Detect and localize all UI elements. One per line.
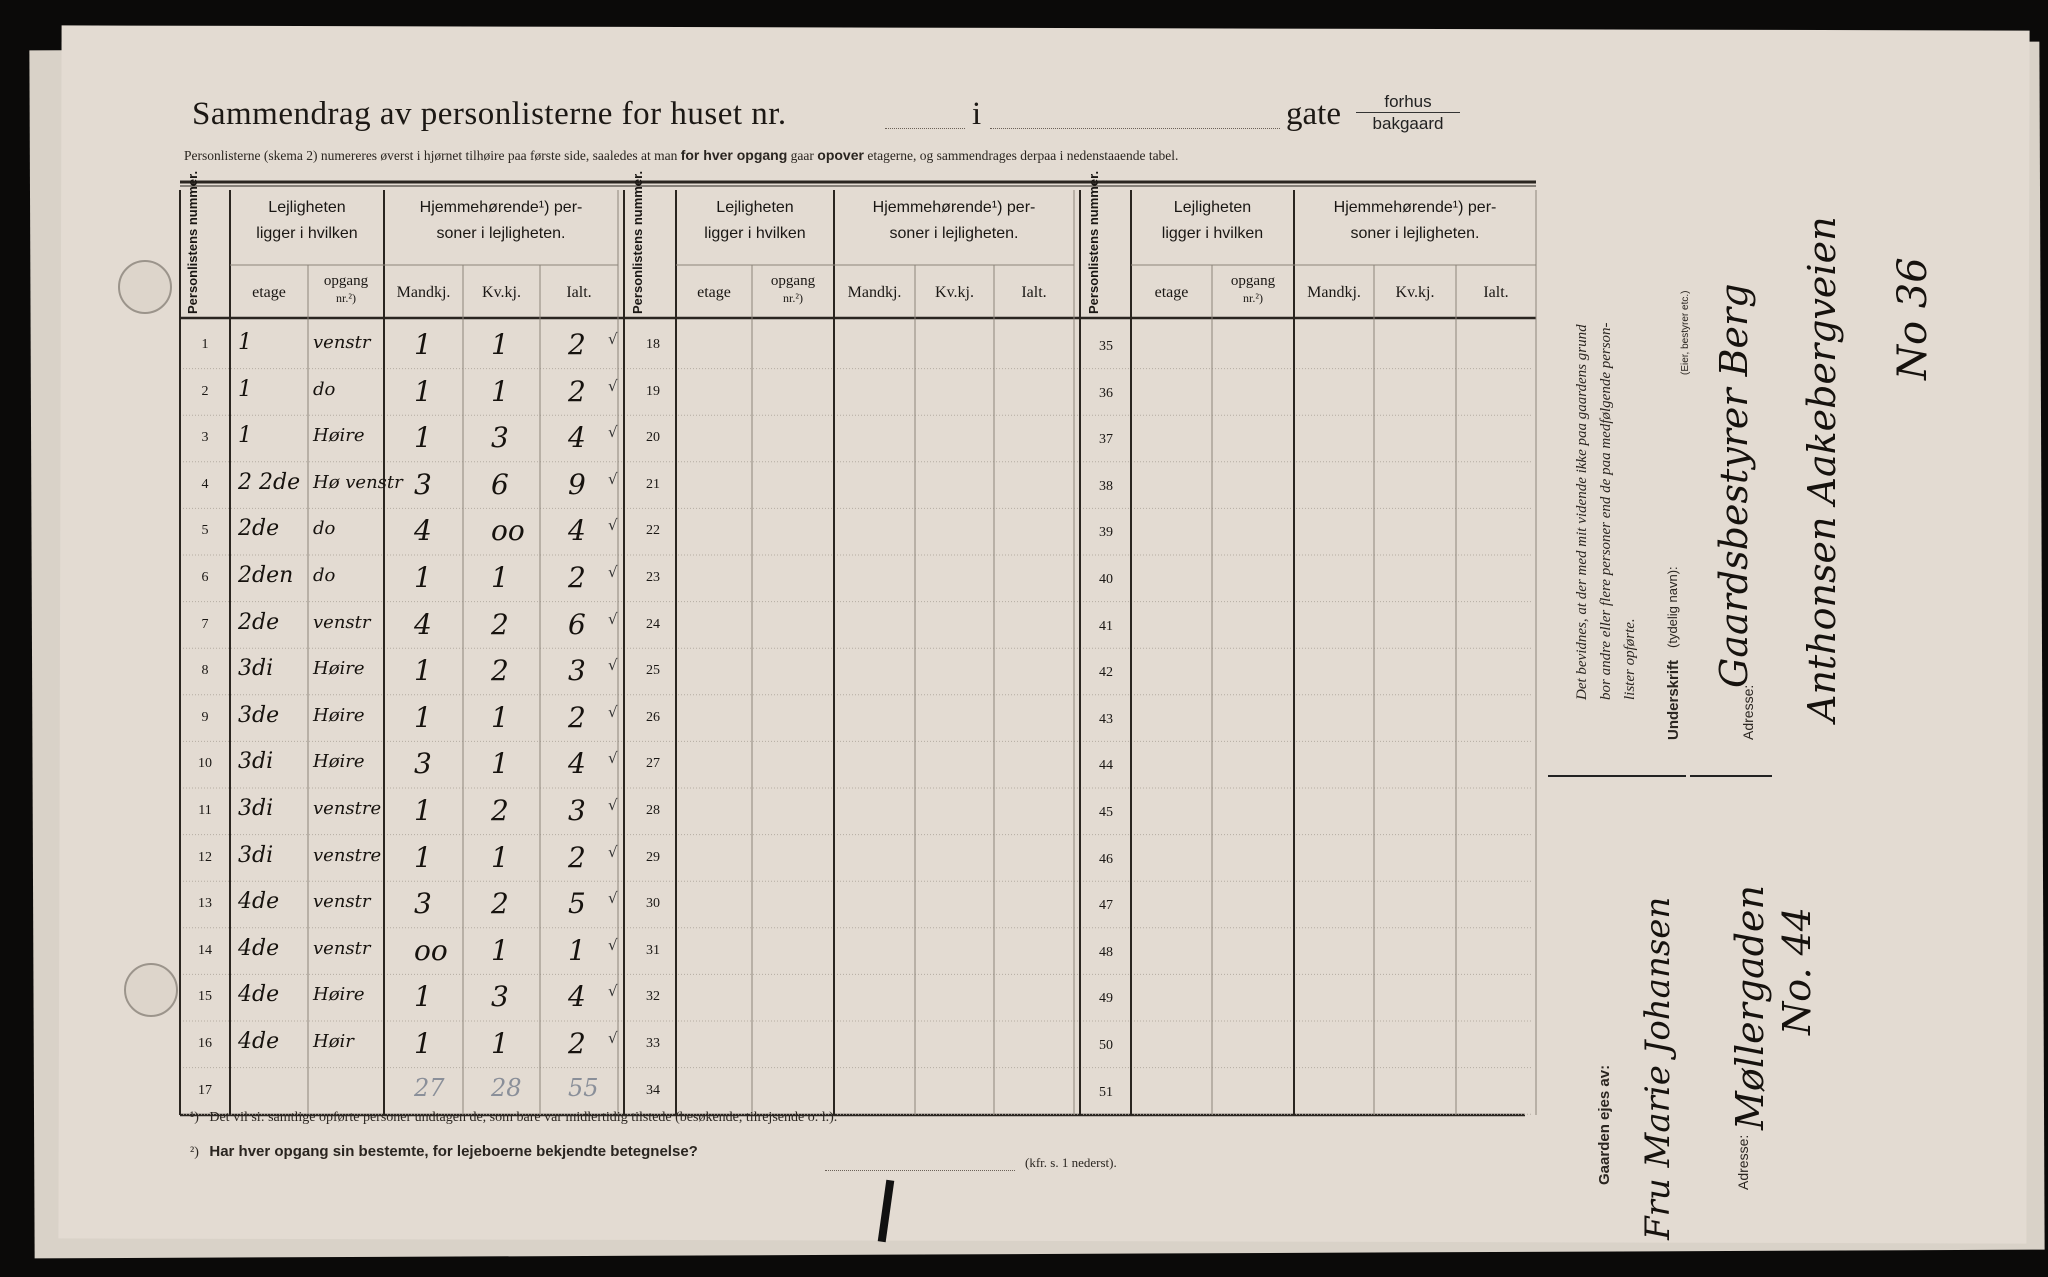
row-number-2: 20 (646, 430, 660, 446)
row-number-3: 36 (1099, 385, 1113, 401)
mandkj-header: Mandkj. (1307, 284, 1361, 301)
mandkj-value: 3 (414, 467, 432, 501)
sign-address-label: Adresse: (1740, 684, 1756, 740)
row-number-3: 39 (1099, 525, 1113, 541)
mandkj-value: 1 (414, 561, 432, 594)
hjemmehorende-header-l2: soner i lejligheten. (889, 225, 1019, 242)
signature-address: Anthonsen Aakebergveien (1800, 216, 1844, 722)
ialt-header: Ialt. (1483, 284, 1509, 301)
row-number-3: 35 (1099, 339, 1113, 354)
row-number-2: 34 (646, 1082, 660, 1098)
ialt-value: 4 (568, 421, 586, 455)
opgang-value: venstr (313, 937, 371, 959)
opgang-value: do (313, 565, 336, 586)
mandkj-value: 1 (414, 700, 432, 734)
opgang-nr-header: nr.²) (783, 291, 803, 305)
kvkj-header: Kv.kj. (1395, 284, 1435, 301)
row-number-2: 25 (646, 663, 660, 679)
etage-value: 4de (238, 1029, 280, 1054)
row-number-3: 47 (1099, 898, 1113, 914)
check-mark: √ (608, 609, 618, 628)
instruction-bold1: for hver opgang (680, 147, 788, 163)
ialt-header: Ialt. (1021, 284, 1047, 301)
opgang-value: Høire (313, 704, 365, 726)
row-number-2: 24 (646, 616, 660, 632)
mandkj-header: Mandkj. (396, 284, 451, 301)
row-number-1: 7 (201, 616, 209, 632)
check-mark: √ (608, 702, 618, 721)
check-mark: √ (608, 376, 618, 395)
etage-value: 2den (238, 563, 294, 588)
ialt-value: 2 (568, 840, 586, 874)
row-number-2: 19 (646, 383, 660, 399)
kvkj-value: oo (491, 514, 525, 548)
kvkj-value: 1 (491, 1027, 509, 1060)
ialt-value: 4 (568, 747, 586, 781)
check-mark: √ (608, 842, 618, 861)
gaarden-ejes-label: Gaarden ejes av: (1596, 1064, 1613, 1185)
row-number-3: 40 (1099, 572, 1113, 587)
hjemmehorende-header-l2: soner i lejligheten. (436, 225, 566, 242)
ialt-value: 9 (568, 467, 586, 501)
mandkj-value: 3 (414, 887, 432, 921)
check-mark: √ (608, 330, 618, 348)
etage-header: etage (1154, 284, 1189, 301)
mandkj-value: 4 (414, 607, 432, 641)
row-number-2: 30 (646, 896, 660, 912)
mandkj-value: 1 (414, 1027, 432, 1060)
side-rule-2 (1690, 775, 1772, 777)
opgang-value: do (313, 518, 336, 540)
check-mark: √ (608, 935, 618, 954)
opgang-nr-header: nr.²) (1243, 291, 1263, 305)
ialt-value: 4 (568, 980, 586, 1014)
etage-header: etage (252, 284, 286, 301)
row-number-1: 11 (198, 803, 212, 818)
row-number-2: 31 (646, 942, 660, 958)
etage-value: 1 (238, 330, 252, 355)
row-number-3: 49 (1099, 991, 1113, 1007)
etage-value: 4de (238, 935, 280, 961)
kvkj-value: 6 (491, 467, 509, 501)
etage-value: 1 (238, 376, 252, 402)
row-number-2: 27 (646, 756, 660, 772)
ialt-value: 1 (568, 933, 586, 967)
etage-value: 2de (238, 516, 280, 542)
mandkj-value: 1 (414, 328, 432, 361)
mandkj-value: 1 (414, 374, 432, 408)
row-number-3: 45 (1099, 805, 1113, 820)
etage-value: 4de (238, 889, 280, 915)
kvkj-value: 28 (491, 1073, 522, 1102)
opgang-value: Høire (313, 425, 365, 447)
opgang-value: venstr (313, 891, 371, 913)
opgang-header: opgang (1230, 273, 1276, 289)
etage-value: 3de (238, 702, 280, 728)
personlistens-header: Personlistens nummer. (185, 170, 200, 314)
ialt-value: 3 (568, 654, 586, 688)
opgang-value: Hø venstr (313, 471, 403, 493)
row-number-2: 23 (646, 570, 660, 585)
row-number-3: 48 (1099, 944, 1113, 960)
etage-value: 3di (238, 842, 274, 868)
opgang-value: venstre (313, 798, 382, 819)
underskrift-label: Underskrift (1665, 659, 1682, 740)
check-mark: √ (608, 982, 618, 1001)
footnote-2-blank (825, 1170, 1015, 1171)
owner-number: No. 44 (1775, 907, 1819, 1035)
forhus-label: forhus (1384, 92, 1432, 111)
personlistens-header: Personlistens nummer. (630, 170, 645, 314)
hjemmehorende-header-l2: soner i lejligheten. (1350, 225, 1480, 242)
lejligheten-header-l1: Lejligheten (268, 199, 346, 216)
kvkj-value: 1 (491, 840, 509, 874)
kvkj-value: 1 (491, 747, 509, 781)
check-mark: √ (608, 516, 618, 535)
row-number-1: 14 (198, 942, 212, 958)
ialt-value: 55 (568, 1073, 599, 1102)
kvkj-value: 1 (491, 328, 509, 361)
row-number-2: 33 (646, 1036, 660, 1051)
kvkj-value: 2 (491, 654, 509, 688)
ialt-value: 2 (568, 700, 586, 734)
eier-label: (Eier, bestyrer etc.) (1680, 290, 1691, 375)
lejligheten-header-l1: Lejligheten (716, 199, 794, 216)
mandkj-value: 1 (414, 654, 432, 688)
ialt-value: 4 (568, 514, 586, 548)
lejligheten-header-l2: ligger i hvilken (256, 225, 358, 242)
mandkj-value: 4 (414, 514, 432, 548)
hjemmehorende-header-l1: Hjemmehørende¹) per- (1333, 199, 1497, 216)
lejligheten-header-l2: ligger i hvilken (704, 225, 806, 242)
etage-value: 3di (238, 796, 274, 821)
etage-value: 2 2de (238, 469, 301, 495)
mandkj-value: 3 (414, 747, 432, 781)
row-number-1: 17 (198, 1082, 212, 1098)
ialt-value: 2 (568, 328, 586, 361)
check-mark: √ (608, 1029, 618, 1047)
kvkj-header: Kv.kj. (482, 284, 521, 301)
opgang-value: Høire (313, 984, 365, 1006)
row-number-3: 41 (1099, 618, 1113, 634)
row-number-1: 4 (201, 476, 209, 492)
opgang-value: venstre (313, 844, 382, 866)
opgang-nr-header: nr.²) (336, 291, 356, 305)
kvkj-value: 2 (491, 794, 509, 827)
row-number-1: 9 (201, 709, 209, 725)
footnote-2-ref: (kfr. s. 1 nederst). (1025, 1155, 1117, 1170)
row-number-2: 21 (646, 476, 660, 492)
footnote-2-text: Har hver opgang sin bestemte, for lejeboerne bekjendte betegnelse? (209, 1143, 698, 1160)
footnote-1-text: Det vil si: samtlige opførte personer undtagen de, som bare var midlertidig tilstede (besøkende, tilrejsende o. l.). (209, 1110, 838, 1125)
mandkj-value: 1 (414, 980, 432, 1014)
row-number-1: 13 (198, 896, 212, 912)
row-number-2: 26 (646, 709, 660, 725)
row-number-2: 18 (646, 337, 660, 352)
instruction-part1: Personlisterne (skema 2) numereres øverst i hjørnet tilhøire paa første side, saaledes at man (184, 148, 678, 163)
opgang-value: venstr (313, 332, 371, 353)
ialt-value: 2 (568, 374, 586, 408)
instruction-part2: gaar (790, 148, 814, 163)
row-number-3: 50 (1099, 1038, 1113, 1053)
opgang-value: do (313, 378, 336, 400)
etage-value: 1 (238, 423, 252, 449)
footnote-2-mark: ²) (190, 1145, 199, 1160)
kvkj-value: 2 (491, 887, 509, 921)
hjemmehorende-header-l1: Hjemmehørende¹) per- (872, 199, 1036, 216)
kvkj-value: 1 (491, 561, 509, 594)
row-number-3: 46 (1099, 851, 1113, 867)
kvkj-value: 1 (491, 700, 509, 734)
kvkj-value: 3 (491, 980, 509, 1014)
ialt-value: 5 (568, 887, 586, 921)
check-mark: √ (608, 749, 618, 768)
etage-value: 3di (238, 749, 274, 775)
mandkj-value: 1 (414, 421, 432, 455)
opgang-value: Høir (313, 1031, 354, 1052)
check-mark: √ (608, 796, 618, 814)
row-number-2: 28 (646, 803, 660, 818)
hjemmehorende-header-l1: Hjemmehørende¹) per- (419, 199, 583, 216)
signature-number: No 36 (1890, 257, 1936, 380)
etage-value: 4de (238, 982, 280, 1008)
ialt-value: 2 (568, 1027, 586, 1060)
row-number-2: 22 (646, 523, 660, 539)
etage-value: 3di (238, 656, 274, 682)
row-number-1: 5 (201, 523, 209, 539)
declaration-line-2: bor andre eller flere personer end de paa medfølgende person- (1598, 322, 1614, 700)
opgang-value: Høire (313, 658, 365, 680)
ialt-value: 3 (568, 794, 586, 827)
row-number-1: 1 (201, 337, 209, 352)
footnote-1 (190, 1110, 837, 1126)
mandkj-value: oo (414, 933, 448, 967)
instruction-bold2: opover (817, 147, 864, 163)
opgang-header: opgang (770, 273, 816, 289)
row-number-2: 29 (646, 849, 660, 865)
row-number-1: 3 (201, 430, 209, 446)
declaration-line-1: Det bevidnes, at der med mit vidende ikke paa gaardens grund (1574, 324, 1590, 700)
title-i: i (972, 96, 982, 132)
mandkj-value: 1 (414, 840, 432, 874)
row-number-1: 16 (198, 1036, 212, 1051)
opgang-value: venstr (313, 611, 371, 633)
mandkj-header: Mandkj. (847, 284, 902, 301)
declaration-text (1570, 322, 1642, 700)
kvkj-value: 1 (491, 374, 509, 408)
mandkj-value: 1 (414, 794, 432, 827)
signature-name: Gaardsbestyrer Berg (1712, 283, 1756, 688)
footnote-1-mark: ¹) (190, 1110, 199, 1125)
row-number-1: 8 (201, 663, 209, 679)
check-mark: √ (608, 889, 618, 908)
lejligheten-header-l2: ligger i hvilken (1161, 225, 1264, 242)
etage-header: etage (697, 284, 731, 301)
declaration-line-3: lister opførte. (1622, 618, 1638, 700)
ialt-value: 6 (568, 607, 586, 641)
kvkj-value: 2 (491, 607, 509, 641)
row-number-3: 43 (1099, 711, 1113, 727)
kvkj-value: 1 (491, 933, 509, 967)
side-rule-1 (1548, 775, 1686, 777)
personlistens-header: Personlistens nummer. (1085, 170, 1101, 314)
row-number-2: 32 (646, 989, 660, 1005)
row-number-3: 51 (1099, 1084, 1113, 1100)
mandkj-value: 27 (414, 1073, 445, 1102)
kvkj-header: Kv.kj. (935, 284, 974, 301)
owner-address-label: Adresse: (1735, 1134, 1751, 1190)
row-number-1: 15 (198, 989, 212, 1005)
instruction-part3: etagerne, og sammendrages derpaa i nedenstaaende tabel. (867, 148, 1179, 163)
ialt-value: 2 (568, 561, 586, 594)
row-number-1: 10 (198, 756, 212, 772)
opgang-value: Høire (313, 751, 365, 773)
footnote-2 (190, 1143, 698, 1161)
check-mark: √ (608, 423, 618, 442)
opgang-header: opgang (323, 273, 369, 289)
owner-name: Fru Marie Johansen (1638, 896, 1678, 1240)
check-mark: √ (608, 469, 618, 488)
tydelig-label: (tydelig navn): (1665, 566, 1680, 648)
row-number-3: 44 (1099, 758, 1113, 774)
ialt-header: Ialt. (566, 284, 592, 301)
bakgaard-label: bakgaard (1372, 114, 1444, 133)
row-number-3: 37 (1099, 432, 1113, 448)
row-number-1: 12 (198, 849, 212, 865)
kvkj-value: 3 (491, 421, 509, 455)
etage-value: 2de (238, 609, 280, 635)
owner-address: Møllergaden (1728, 884, 1772, 1130)
lejligheten-header-l1: Lejligheten (1173, 199, 1252, 216)
row-number-1: 6 (201, 570, 209, 585)
row-number-3: 38 (1099, 478, 1113, 494)
check-mark: √ (608, 656, 618, 675)
row-number-1: 2 (201, 383, 209, 399)
row-number-3: 42 (1099, 665, 1113, 681)
title-gate: gate (1286, 96, 1341, 132)
form-title: Sammendrag av personlisterne for huset nr. (192, 96, 787, 132)
check-mark: √ (608, 563, 618, 581)
